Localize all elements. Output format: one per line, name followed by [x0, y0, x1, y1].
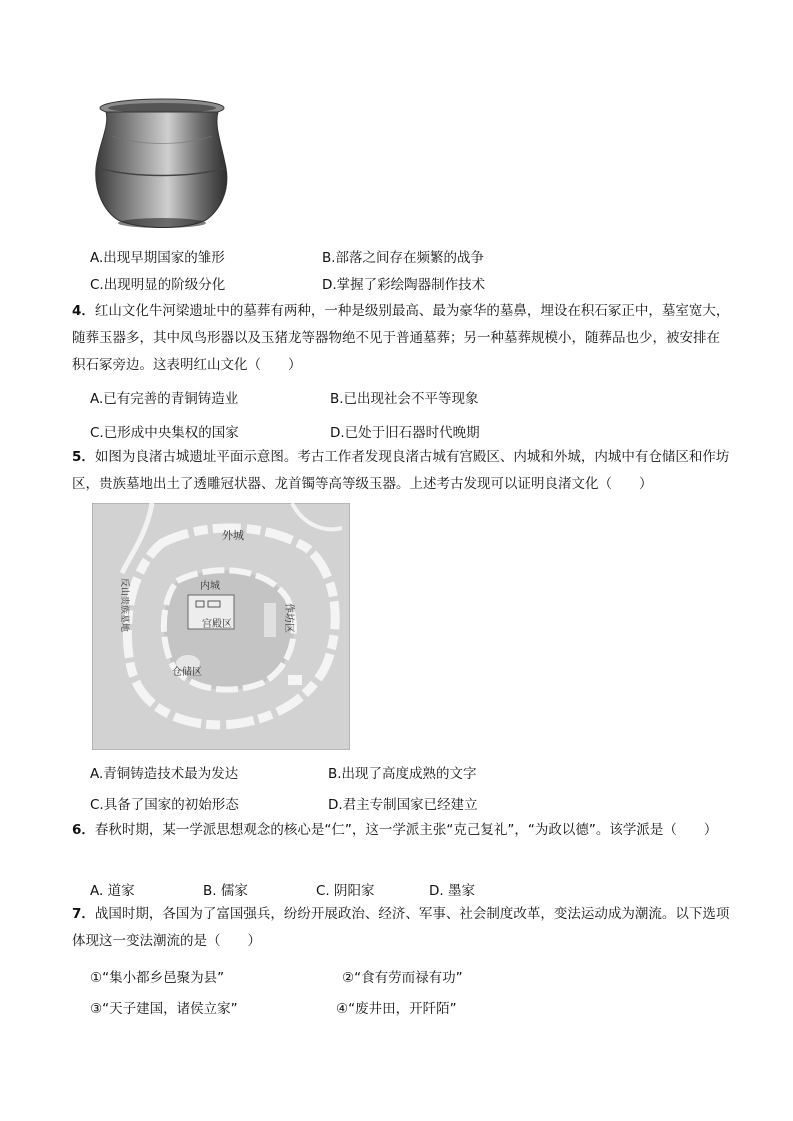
- q6-option-b[interactable]: B. 儒家: [203, 883, 248, 899]
- q7-stem: [72, 901, 732, 955]
- q7-text: 战国时期，各国为了富国强兵，纷纷开展政治、经济、军事、社会制度改革，变法运动成为潮流。以下选项体现这一变法潮流的是（ ）: [72, 906, 730, 949]
- q3-option-c[interactable]: C.出现明显的阶级分化: [90, 277, 226, 293]
- q6-stem: [72, 817, 732, 844]
- map-label-inner: 内城: [200, 581, 220, 592]
- map-label-cemetery: 反山贵族墓地: [119, 578, 129, 633]
- q7-item-3: ③“天子建国，诸侯立家”: [90, 1001, 238, 1017]
- q6-option-c[interactable]: C. 阴阳家: [316, 883, 375, 899]
- q5-option-c[interactable]: C.具备了国家的初始形态: [90, 797, 239, 813]
- q5-number: 5．: [72, 449, 95, 465]
- q4-option-c[interactable]: C.已形成中央集权的国家: [90, 425, 239, 441]
- map-label-workshop: 作坊区: [283, 603, 294, 633]
- q6-number: 6．: [72, 822, 95, 838]
- q4-stem: [72, 298, 732, 379]
- map-label-storage: 仓储区: [172, 667, 202, 678]
- liangzhu-map: [92, 503, 350, 750]
- q4-option-a[interactable]: A.已有完善的青铜铸造业: [90, 391, 239, 407]
- q7-item-4: ④“废井田，开阡陌”: [336, 1001, 457, 1017]
- q6-text: 春秋时期，某一学派思想观念的核心是“仁”，这一学派主张“克己复礼”，“为政以德”。该学派是（ ）: [94, 822, 718, 838]
- q7-number: 7．: [72, 906, 95, 922]
- q5-option-b[interactable]: B.出现了高度成熟的文字: [328, 766, 477, 782]
- map-label-palace: 宫殿区: [202, 619, 232, 630]
- q5-option-a[interactable]: A.青铜铸造技术最为发达: [90, 766, 239, 782]
- map-label-outer: 外城: [222, 529, 244, 542]
- q4-option-d[interactable]: D.已处于旧石器时代晚期: [330, 425, 480, 441]
- q7-item-1: ①“集小都乡邑聚为县”: [90, 970, 225, 986]
- q3-option-b[interactable]: B.部落之间存在频繁的战争: [322, 250, 485, 266]
- q5-option-d[interactable]: D.君主专制国家已经建立: [328, 797, 478, 813]
- q6-option-d[interactable]: D. 墨家: [429, 883, 475, 899]
- q3-option-d[interactable]: D.掌握了彩绘陶器制作技术: [322, 277, 486, 293]
- q4-number: 4．: [72, 303, 95, 319]
- q4-text: 红山文化牛河梁遗址中的墓葬有两种，一种是级别最高、最为豪华的墓鼻，埋设在积石冢正中，墓室宽大，随葬玉器多，其中凤鸟形器以及玉猪龙等器物绝不见于普通墓葬；另一种墓葬规模小，随葬品也少，被安排在积石冢旁边。这表明红山文化（ ）: [72, 303, 730, 373]
- q5-stem: [72, 444, 732, 498]
- pottery-jar-image: [90, 96, 230, 236]
- q6-option-a[interactable]: A. 道家: [90, 883, 135, 899]
- q4-option-b[interactable]: B.已出现社会不平等现象: [330, 391, 479, 407]
- q5-text: 如图为良渚古城遗址平面示意图。考古工作者发现良渚古城有宫殿区、内城和外城，内城中有仓储区和作坊区，贵族墓地出土了透雕冠状器、龙首镯等高等级玉器。上述考古发现可以证明良渚文化（ ）: [72, 449, 730, 492]
- q3-option-a[interactable]: A.出现早期国家的雏形: [90, 250, 225, 266]
- q7-item-2: ②“食有劳而禄有功”: [342, 970, 463, 986]
